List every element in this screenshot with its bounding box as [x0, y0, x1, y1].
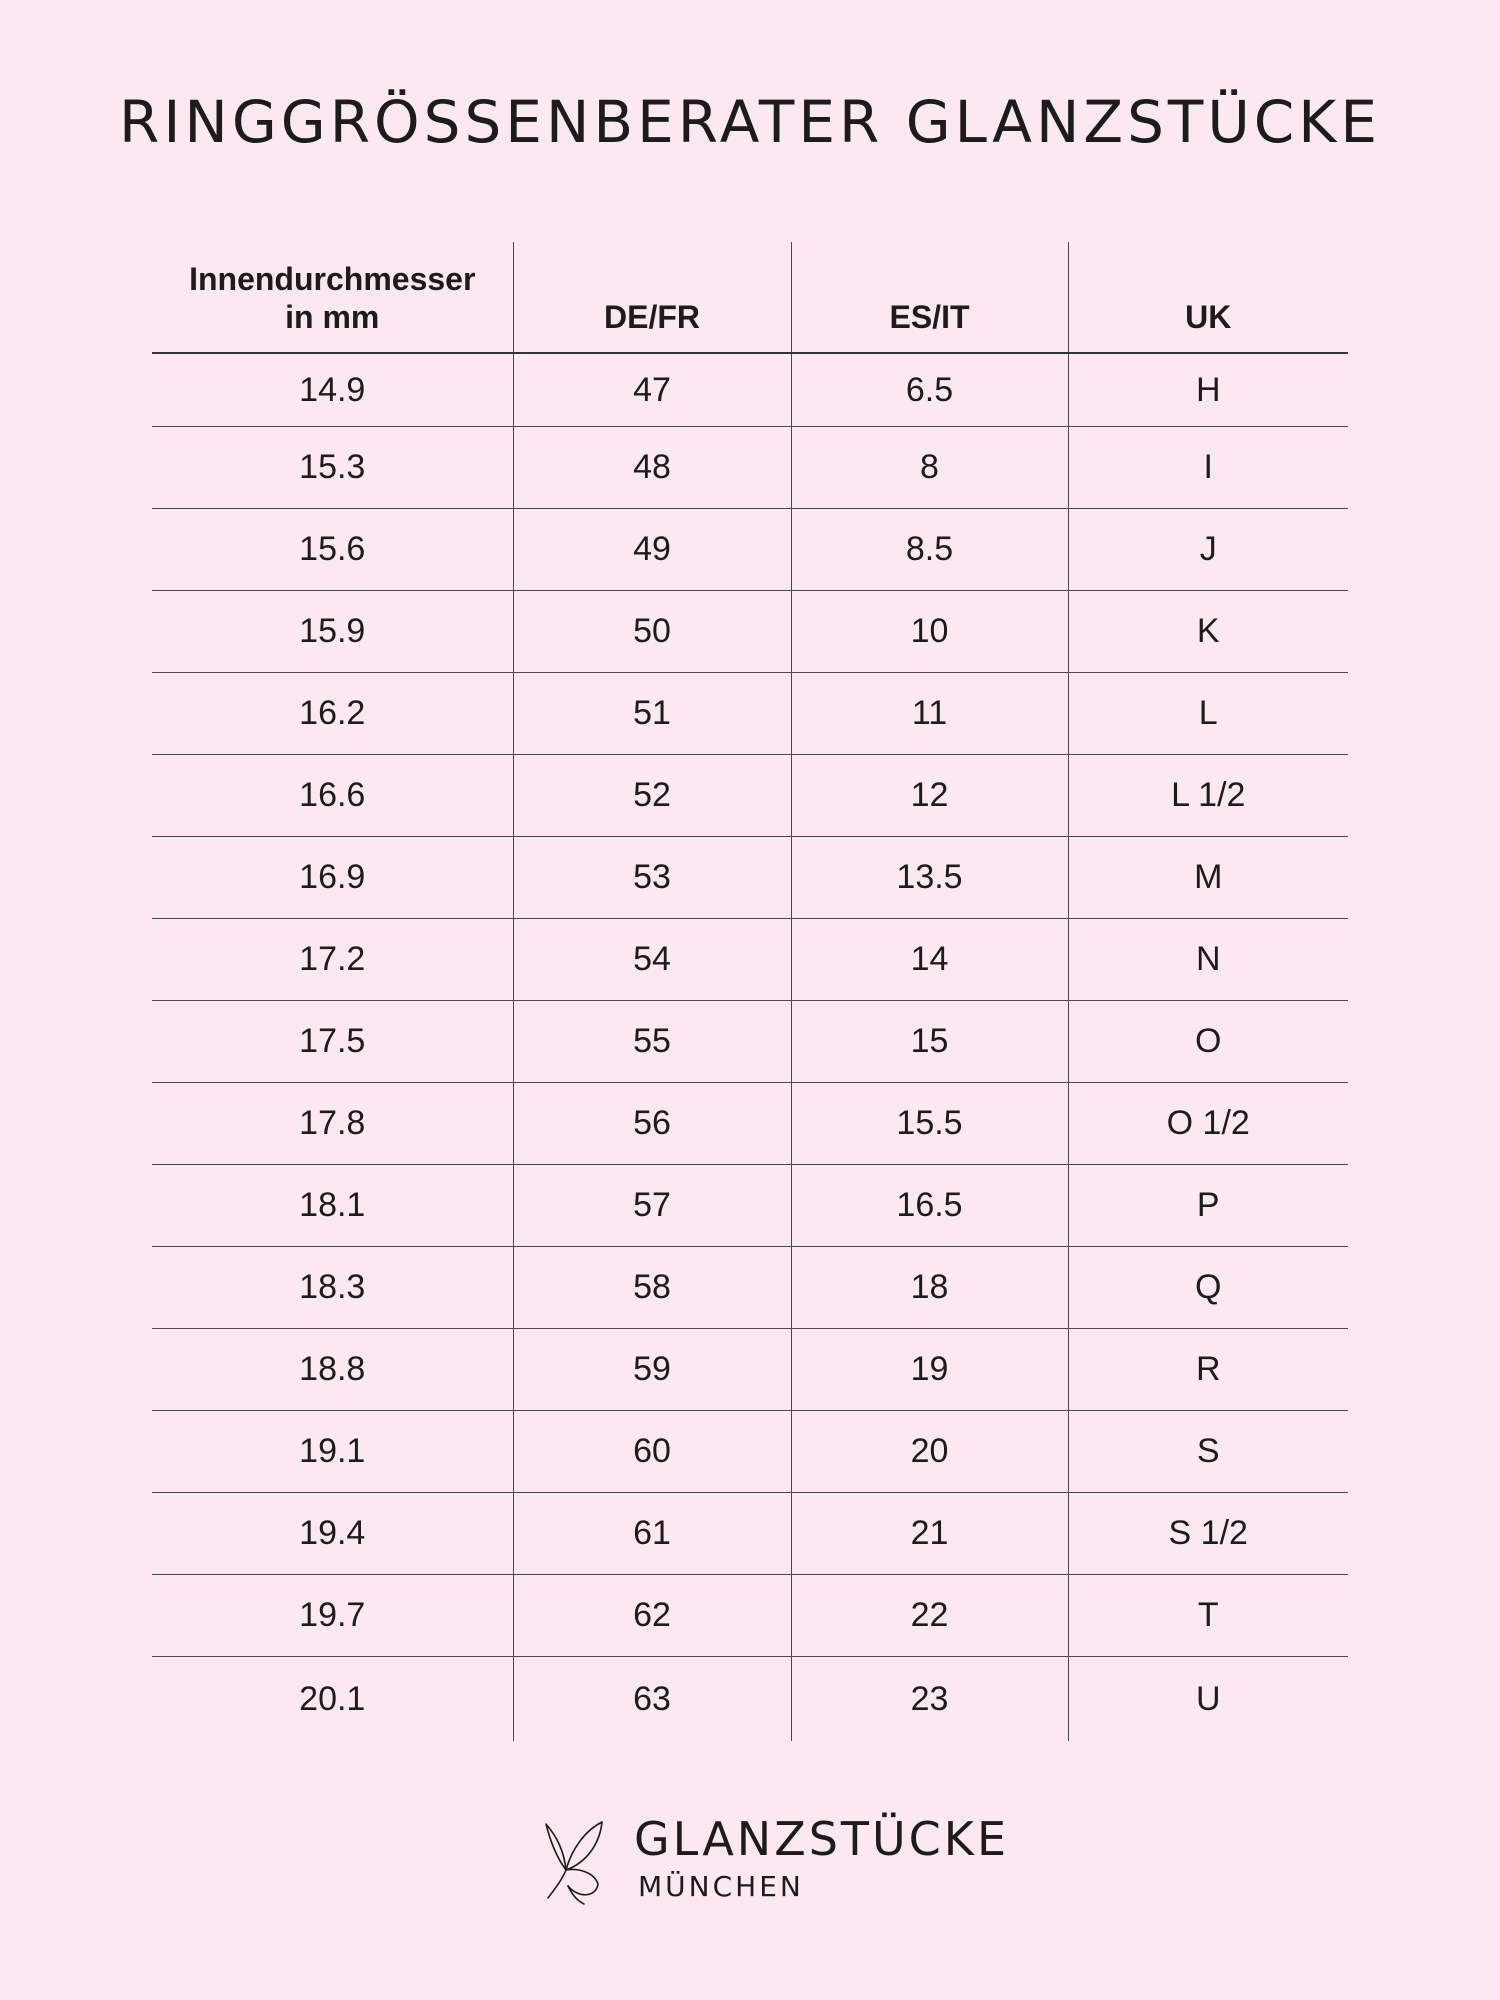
table-row [152, 1411, 1348, 1493]
table-row [152, 1575, 1348, 1657]
table-row [152, 1493, 1348, 1575]
cell-es-it: 21 [791, 1493, 1068, 1575]
table-row [152, 1083, 1348, 1165]
cell-uk: U [1068, 1657, 1348, 1742]
cell-uk: N [1068, 919, 1348, 1001]
cell-inner-diameter: 18.3 [152, 1247, 513, 1329]
page-title: RINGGRÖSSENBERATER GLANZSTÜCKE [119, 88, 1381, 156]
table-row [152, 755, 1348, 837]
cell-de-fr: 56 [513, 1083, 791, 1165]
cell-uk: J [1068, 509, 1348, 591]
cell-inner-diameter: 20.1 [152, 1657, 513, 1742]
cell-inner-diameter: 17.8 [152, 1083, 513, 1165]
table-row [152, 1165, 1348, 1247]
cell-uk: O [1068, 1001, 1348, 1083]
cell-uk: R [1068, 1329, 1348, 1411]
ring-size-table [152, 242, 1348, 1741]
cell-de-fr: 48 [513, 427, 791, 509]
cell-inner-diameter: 17.2 [152, 919, 513, 1001]
cell-es-it: 20 [791, 1411, 1068, 1493]
cell-inner-diameter: 18.1 [152, 1165, 513, 1247]
cell-uk: H [1068, 353, 1348, 427]
cell-es-it: 10 [791, 591, 1068, 673]
table-row [152, 427, 1348, 509]
cell-inner-diameter: 14.9 [299, 370, 366, 409]
cell-es-it: 15 [791, 1001, 1068, 1083]
cell-de-fr: 47 [513, 353, 791, 427]
table-row [152, 673, 1348, 755]
cell-inner-diameter: 16.9 [152, 837, 513, 919]
cell-de-fr: 60 [513, 1411, 791, 1493]
brand-name: GLANZSTÜCKE [634, 1812, 1010, 1866]
cell-es-it: 13.5 [791, 837, 1068, 919]
cell-uk: S 1/2 [1068, 1493, 1348, 1575]
cell-es-it: 14 [791, 919, 1068, 1001]
cell-de-fr: 53 [513, 837, 791, 919]
table-row [152, 1329, 1348, 1411]
cell-es-it: 6.5 [791, 353, 1068, 427]
brand-logo [538, 1812, 1010, 1912]
cell-inner-diameter: 15.6 [152, 509, 513, 591]
cell-de-fr: 63 [513, 1657, 791, 1742]
cell-de-fr: 62 [513, 1575, 791, 1657]
cell-es-it: 8 [791, 427, 1068, 509]
cell-de-fr: 57 [513, 1165, 791, 1247]
table-row [152, 1657, 1348, 1742]
cell-inner-diameter: 19.1 [152, 1411, 513, 1493]
cell-es-it: 11 [791, 673, 1068, 755]
cell-inner-diameter: 18.8 [152, 1329, 513, 1411]
cell-uk: K [1068, 591, 1348, 673]
cell-es-it: 19 [791, 1329, 1068, 1411]
table-row [152, 509, 1348, 591]
cell-de-fr: 59 [513, 1329, 791, 1411]
cell-uk: L 1/2 [1068, 755, 1348, 837]
cell-inner-diameter: 15.3 [152, 427, 513, 509]
cell-uk: S [1068, 1411, 1348, 1493]
cell-de-fr: 51 [513, 673, 791, 755]
header-inner-diameter-line2: in mm [285, 299, 380, 335]
cell-es-it: 8.5 [791, 509, 1068, 591]
cell-es-it: 22 [791, 1575, 1068, 1657]
header-es-it: ES/IT [791, 242, 1068, 353]
table-body [152, 353, 1348, 1741]
cell-uk: L [1068, 673, 1348, 755]
cell-inner-diameter: 19.7 [152, 1575, 513, 1657]
table-row [152, 919, 1348, 1001]
brand-city: MÜNCHEN [638, 1870, 804, 1903]
cell-inner-diameter: 16.6 [152, 755, 513, 837]
cell-inner-diameter: 16.2 [152, 673, 513, 755]
header-uk: UK [1068, 242, 1348, 353]
header-de-fr: DE/FR [513, 242, 791, 353]
table-row [152, 353, 1348, 427]
cell-es-it: 23 [791, 1657, 1068, 1742]
table-header-row [152, 242, 1348, 353]
cell-uk: Q [1068, 1247, 1348, 1329]
cell-de-fr: 52 [513, 755, 791, 837]
cell-es-it: 16.5 [791, 1165, 1068, 1247]
cell-de-fr: 50 [513, 591, 791, 673]
cell-de-fr: 58 [513, 1247, 791, 1329]
cell-inner-diameter: 19.4 [152, 1493, 513, 1575]
table-row [152, 1001, 1348, 1083]
cell-es-it: 15.5 [791, 1083, 1068, 1165]
table-row [152, 837, 1348, 919]
cell-uk: O 1/2 [1068, 1083, 1348, 1165]
cell-es-it: 12 [791, 755, 1068, 837]
header-inner-diameter-line1: Innendurchmesser [189, 261, 476, 297]
cell-uk: T [1068, 1575, 1348, 1657]
butterfly-icon [538, 1818, 618, 1908]
cell-de-fr: 49 [513, 509, 791, 591]
table-row [152, 591, 1348, 673]
cell-de-fr: 54 [513, 919, 791, 1001]
cell-inner-diameter: 15.9 [152, 591, 513, 673]
table-row [152, 1247, 1348, 1329]
header-inner-diameter [152, 242, 513, 353]
cell-inner-diameter: 17.5 [152, 1001, 513, 1083]
cell-es-it: 18 [791, 1247, 1068, 1329]
cell-uk: M [1068, 837, 1348, 919]
cell-uk: P [1068, 1165, 1348, 1247]
cell-de-fr: 61 [513, 1493, 791, 1575]
cell-uk: I [1068, 427, 1348, 509]
cell-de-fr: 55 [513, 1001, 791, 1083]
